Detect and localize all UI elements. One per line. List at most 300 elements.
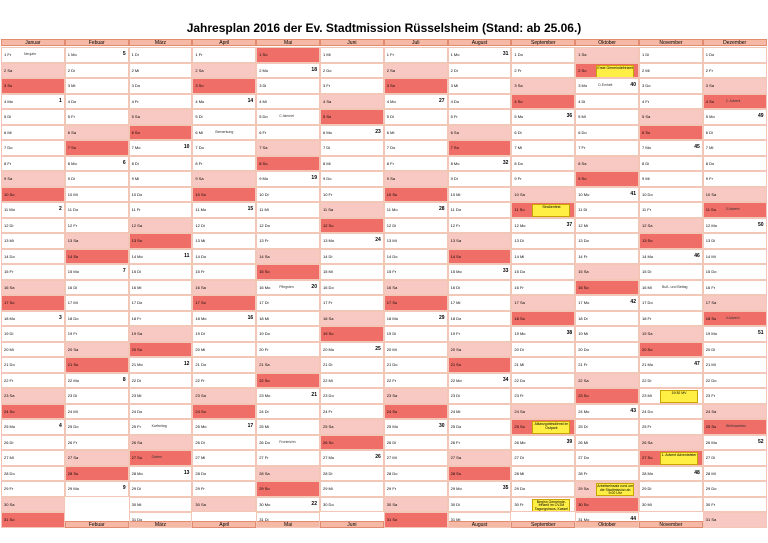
day-cell[interactable] [639,78,703,94]
day-cell[interactable] [703,78,767,94]
day-cell[interactable] [448,233,512,249]
day-cell[interactable] [192,109,256,125]
day-cell[interactable] [575,466,639,482]
day-cell[interactable] [384,326,448,342]
day-cell[interactable] [129,373,193,389]
day-cell[interactable] [511,295,575,311]
day-cell[interactable] [703,435,767,451]
day-cell[interactable] [511,94,575,110]
day-cell[interactable] [129,388,193,404]
day-cell[interactable] [703,295,767,311]
day-cell[interactable] [256,233,320,249]
day-cell[interactable] [320,140,384,156]
day-cell[interactable] [1,249,65,265]
day-cell[interactable] [448,295,512,311]
day-cell[interactable] [1,404,65,420]
day-cell[interactable] [575,264,639,280]
day-cell[interactable] [639,466,703,482]
day-cell[interactable] [448,249,512,265]
day-cell[interactable] [192,156,256,172]
day-cell[interactable] [703,63,767,79]
day-cell[interactable] [639,311,703,327]
day-cell[interactable] [703,109,767,125]
day-cell[interactable] [384,249,448,265]
day-cell[interactable] [129,171,193,187]
day-cell[interactable] [384,295,448,311]
day-cell[interactable] [384,264,448,280]
day-cell[interactable] [320,47,384,63]
day-cell[interactable] [703,466,767,482]
day-cell[interactable] [448,47,512,63]
day-cell[interactable] [1,497,65,513]
day-cell[interactable] [703,481,767,497]
day-cell[interactable] [448,388,512,404]
day-cell[interactable] [448,342,512,358]
day-cell[interactable] [256,342,320,358]
day-cell[interactable] [575,435,639,451]
day-cell[interactable] [1,466,65,482]
day-cell[interactable] [129,481,193,497]
day-cell[interactable] [703,125,767,141]
day-cell[interactable] [575,94,639,110]
day-cell[interactable] [256,94,320,110]
day-cell[interactable] [575,233,639,249]
day-cell[interactable] [639,388,703,404]
day-cell[interactable] [639,249,703,265]
day-cell[interactable] [511,125,575,141]
day-cell[interactable] [192,140,256,156]
day-cell[interactable] [703,404,767,420]
day-cell[interactable] [703,94,767,110]
day-cell[interactable] [192,357,256,373]
day-cell[interactable] [639,187,703,203]
day-cell[interactable] [575,280,639,296]
day-cell[interactable] [639,264,703,280]
day-cell[interactable] [1,280,65,296]
day-cell[interactable] [639,218,703,234]
day-cell[interactable] [384,125,448,141]
day-cell[interactable] [256,280,320,296]
day-cell[interactable] [192,171,256,187]
day-cell[interactable] [575,373,639,389]
day-cell[interactable] [192,481,256,497]
day-cell[interactable] [511,466,575,482]
day-cell[interactable] [320,249,384,265]
day-cell[interactable] [703,357,767,373]
day-cell[interactable] [703,171,767,187]
day-cell[interactable] [384,357,448,373]
day-cell[interactable] [256,202,320,218]
day-cell[interactable] [320,404,384,420]
day-cell[interactable] [1,388,65,404]
event-box[interactable]: Erste Gemeindefreizeit [596,65,634,78]
day-cell[interactable] [511,481,575,497]
day-cell[interactable] [1,156,65,172]
day-cell[interactable] [384,388,448,404]
day-cell[interactable] [1,125,65,141]
event-box[interactable]: Allianzgottesdienst im Ostpark [532,421,570,434]
day-cell[interactable] [192,249,256,265]
day-cell[interactable] [65,233,129,249]
day-cell[interactable] [384,419,448,435]
day-cell[interactable] [320,187,384,203]
day-cell[interactable] [511,280,575,296]
day-cell[interactable] [256,435,320,451]
day-cell[interactable] [320,280,384,296]
day-cell[interactable] [575,326,639,342]
day-cell[interactable] [192,47,256,63]
day-cell[interactable] [448,78,512,94]
day-cell[interactable] [320,78,384,94]
day-cell[interactable] [575,109,639,125]
day-cell[interactable] [320,388,384,404]
day-cell[interactable] [256,497,320,513]
day-cell[interactable] [256,156,320,172]
day-cell[interactable] [129,404,193,420]
day-cell[interactable] [575,388,639,404]
day-cell[interactable] [703,249,767,265]
day-cell[interactable] [703,419,767,435]
day-cell[interactable] [65,125,129,141]
day-cell[interactable] [192,125,256,141]
day-cell[interactable] [384,109,448,125]
day-cell[interactable] [129,497,193,513]
day-cell[interactable] [703,264,767,280]
day-cell[interactable] [256,249,320,265]
day-cell[interactable] [65,63,129,79]
day-cell[interactable] [192,373,256,389]
day-cell[interactable] [639,326,703,342]
day-cell[interactable] [65,264,129,280]
day-cell[interactable] [448,466,512,482]
day-cell[interactable] [448,187,512,203]
day-cell[interactable] [1,140,65,156]
day-cell[interactable] [448,311,512,327]
day-cell[interactable] [65,140,129,156]
day-cell[interactable] [65,280,129,296]
day-cell[interactable] [703,156,767,172]
day-cell[interactable] [256,481,320,497]
day-cell[interactable] [639,125,703,141]
day-cell[interactable] [448,450,512,466]
day-cell[interactable] [320,435,384,451]
day-cell[interactable] [65,435,129,451]
event-box[interactable]: 1. Advent Adventsfeier [660,452,698,465]
day-cell[interactable] [384,187,448,203]
day-cell[interactable] [575,419,639,435]
day-cell[interactable] [703,326,767,342]
day-cell[interactable] [192,311,256,327]
day-cell[interactable] [256,326,320,342]
day-cell[interactable] [320,171,384,187]
day-cell[interactable] [192,388,256,404]
day-cell[interactable] [448,63,512,79]
day-cell[interactable] [511,63,575,79]
day-cell[interactable] [320,450,384,466]
day-cell[interactable] [320,233,384,249]
day-cell[interactable] [511,357,575,373]
day-cell[interactable] [575,140,639,156]
day-cell[interactable] [384,218,448,234]
day-cell[interactable] [65,171,129,187]
day-cell[interactable] [639,435,703,451]
day-cell[interactable] [65,249,129,265]
day-cell[interactable] [703,373,767,389]
day-cell[interactable] [511,404,575,420]
day-cell[interactable] [384,435,448,451]
day-cell[interactable] [384,311,448,327]
day-cell[interactable] [448,140,512,156]
day-cell[interactable] [65,47,129,63]
day-cell[interactable] [256,419,320,435]
day-cell[interactable] [192,404,256,420]
day-cell[interactable] [639,450,703,466]
day-cell[interactable] [65,78,129,94]
day-cell[interactable] [320,373,384,389]
day-cell[interactable] [192,295,256,311]
day-cell[interactable] [703,218,767,234]
day-cell[interactable] [256,404,320,420]
event-box[interactable]: Arbeitseinsatz rund um die Stadtmission ab 9:00 Uhr [597,484,634,495]
day-cell[interactable] [448,435,512,451]
day-cell[interactable] [384,450,448,466]
day-cell[interactable] [192,326,256,342]
day-cell[interactable] [511,202,575,218]
day-cell[interactable] [575,481,639,497]
day-cell[interactable] [703,388,767,404]
day-cell[interactable] [129,295,193,311]
day-cell[interactable] [1,481,65,497]
day-cell[interactable] [256,187,320,203]
day-cell[interactable] [65,311,129,327]
day-cell[interactable] [65,373,129,389]
day-cell[interactable] [448,512,512,528]
day-cell[interactable] [129,109,193,125]
day-cell[interactable] [384,233,448,249]
day-cell[interactable] [65,218,129,234]
day-cell[interactable] [639,47,703,63]
day-cell[interactable] [703,47,767,63]
day-cell[interactable] [703,187,767,203]
day-cell[interactable] [1,187,65,203]
day-cell[interactable] [65,202,129,218]
day-cell[interactable] [256,295,320,311]
day-cell[interactable] [129,47,193,63]
day-cell[interactable] [703,140,767,156]
day-cell[interactable] [320,311,384,327]
day-cell[interactable] [703,311,767,327]
day-cell[interactable] [639,63,703,79]
day-cell[interactable] [1,233,65,249]
day-cell[interactable] [256,63,320,79]
day-cell[interactable] [129,311,193,327]
day-cell[interactable] [639,497,703,513]
day-cell[interactable] [129,140,193,156]
day-cell[interactable] [129,357,193,373]
day-cell[interactable] [256,466,320,482]
day-cell[interactable] [129,342,193,358]
day-cell[interactable] [448,171,512,187]
day-cell[interactable] [575,295,639,311]
day-cell[interactable] [65,342,129,358]
day-cell[interactable] [192,435,256,451]
day-cell[interactable] [65,404,129,420]
day-cell[interactable] [129,249,193,265]
day-cell[interactable] [1,311,65,327]
day-cell[interactable] [320,202,384,218]
day-cell[interactable] [511,140,575,156]
day-cell[interactable] [448,326,512,342]
day-cell[interactable] [320,109,384,125]
day-cell[interactable] [1,326,65,342]
day-cell[interactable] [320,481,384,497]
day-cell[interactable] [511,78,575,94]
day-cell[interactable] [1,63,65,79]
day-cell[interactable] [511,249,575,265]
day-cell[interactable] [384,497,448,513]
day-cell[interactable] [511,109,575,125]
day-cell[interactable] [256,140,320,156]
day-cell[interactable] [1,94,65,110]
day-cell[interactable] [129,63,193,79]
day-cell[interactable] [129,94,193,110]
day-cell[interactable] [1,435,65,451]
day-cell[interactable] [703,512,767,528]
day-cell[interactable] [575,342,639,358]
day-cell[interactable] [448,404,512,420]
day-cell[interactable] [320,295,384,311]
day-cell[interactable] [320,218,384,234]
day-cell[interactable] [65,326,129,342]
day-cell[interactable] [511,47,575,63]
day-cell[interactable] [384,78,448,94]
day-cell[interactable] [129,419,193,435]
day-cell[interactable] [320,326,384,342]
day-cell[interactable] [1,47,65,63]
day-cell[interactable] [129,326,193,342]
day-cell[interactable] [65,466,129,482]
day-cell[interactable] [192,280,256,296]
day-cell[interactable] [511,373,575,389]
day-cell[interactable] [575,78,639,94]
event-box[interactable]: Straßenfest [532,204,570,217]
day-cell[interactable] [192,63,256,79]
day-cell[interactable] [256,311,320,327]
day-cell[interactable] [192,264,256,280]
day-cell[interactable] [192,233,256,249]
day-cell[interactable] [65,450,129,466]
day-cell[interactable] [384,202,448,218]
day-cell[interactable] [65,94,129,110]
day-cell[interactable] [639,481,703,497]
day-cell[interactable] [384,47,448,63]
day-cell[interactable] [448,264,512,280]
day-cell[interactable] [448,419,512,435]
day-cell[interactable] [1,373,65,389]
day-cell[interactable] [65,109,129,125]
day-cell[interactable] [639,342,703,358]
day-cell[interactable] [192,466,256,482]
day-cell[interactable] [575,63,639,79]
day-cell[interactable] [575,125,639,141]
day-cell[interactable] [511,218,575,234]
day-cell[interactable] [511,233,575,249]
day-cell[interactable] [384,481,448,497]
event-box[interactable]: Beginn Gemeinde-freizeit im CVJM Tagungshaus, Kassel [532,499,570,512]
day-cell[interactable] [448,109,512,125]
day-cell[interactable] [129,187,193,203]
day-cell[interactable] [1,78,65,94]
day-cell[interactable] [1,202,65,218]
day-cell[interactable] [384,94,448,110]
day-cell[interactable] [320,63,384,79]
day-cell[interactable] [448,218,512,234]
day-cell[interactable] [256,78,320,94]
day-cell[interactable] [65,481,129,497]
day-cell[interactable] [256,109,320,125]
day-cell[interactable] [511,419,575,435]
day-cell[interactable] [575,171,639,187]
day-cell[interactable] [511,187,575,203]
day-cell[interactable] [639,94,703,110]
day-cell[interactable] [511,435,575,451]
day-cell[interactable] [1,342,65,358]
day-cell[interactable] [1,419,65,435]
day-cell[interactable] [320,497,384,513]
day-cell[interactable] [1,218,65,234]
day-cell[interactable] [511,311,575,327]
day-cell[interactable] [639,373,703,389]
day-cell[interactable] [65,187,129,203]
day-cell[interactable] [1,171,65,187]
day-cell[interactable] [384,404,448,420]
day-cell[interactable] [1,450,65,466]
day-cell[interactable] [320,342,384,358]
day-cell[interactable] [192,342,256,358]
day-cell[interactable] [384,373,448,389]
day-cell[interactable] [1,109,65,125]
day-cell[interactable] [511,171,575,187]
day-cell[interactable] [639,357,703,373]
day-cell[interactable] [320,466,384,482]
day-cell[interactable] [320,156,384,172]
day-cell[interactable] [1,264,65,280]
day-cell[interactable] [256,357,320,373]
day-cell[interactable] [320,94,384,110]
day-cell[interactable] [511,388,575,404]
day-cell[interactable] [639,156,703,172]
day-cell[interactable] [192,78,256,94]
day-cell[interactable] [256,47,320,63]
day-cell[interactable] [639,109,703,125]
day-cell[interactable] [65,357,129,373]
day-cell[interactable] [639,280,703,296]
day-cell[interactable] [256,264,320,280]
day-cell[interactable] [192,94,256,110]
day-cell[interactable] [575,450,639,466]
day-cell[interactable] [129,280,193,296]
day-cell[interactable] [320,419,384,435]
day-cell[interactable] [129,450,193,466]
day-cell[interactable] [639,171,703,187]
day-cell[interactable] [192,497,256,513]
day-cell[interactable] [703,342,767,358]
day-cell[interactable] [129,512,193,528]
day-cell[interactable] [129,156,193,172]
day-cell[interactable] [129,466,193,482]
day-cell[interactable] [575,202,639,218]
day-cell[interactable] [256,171,320,187]
